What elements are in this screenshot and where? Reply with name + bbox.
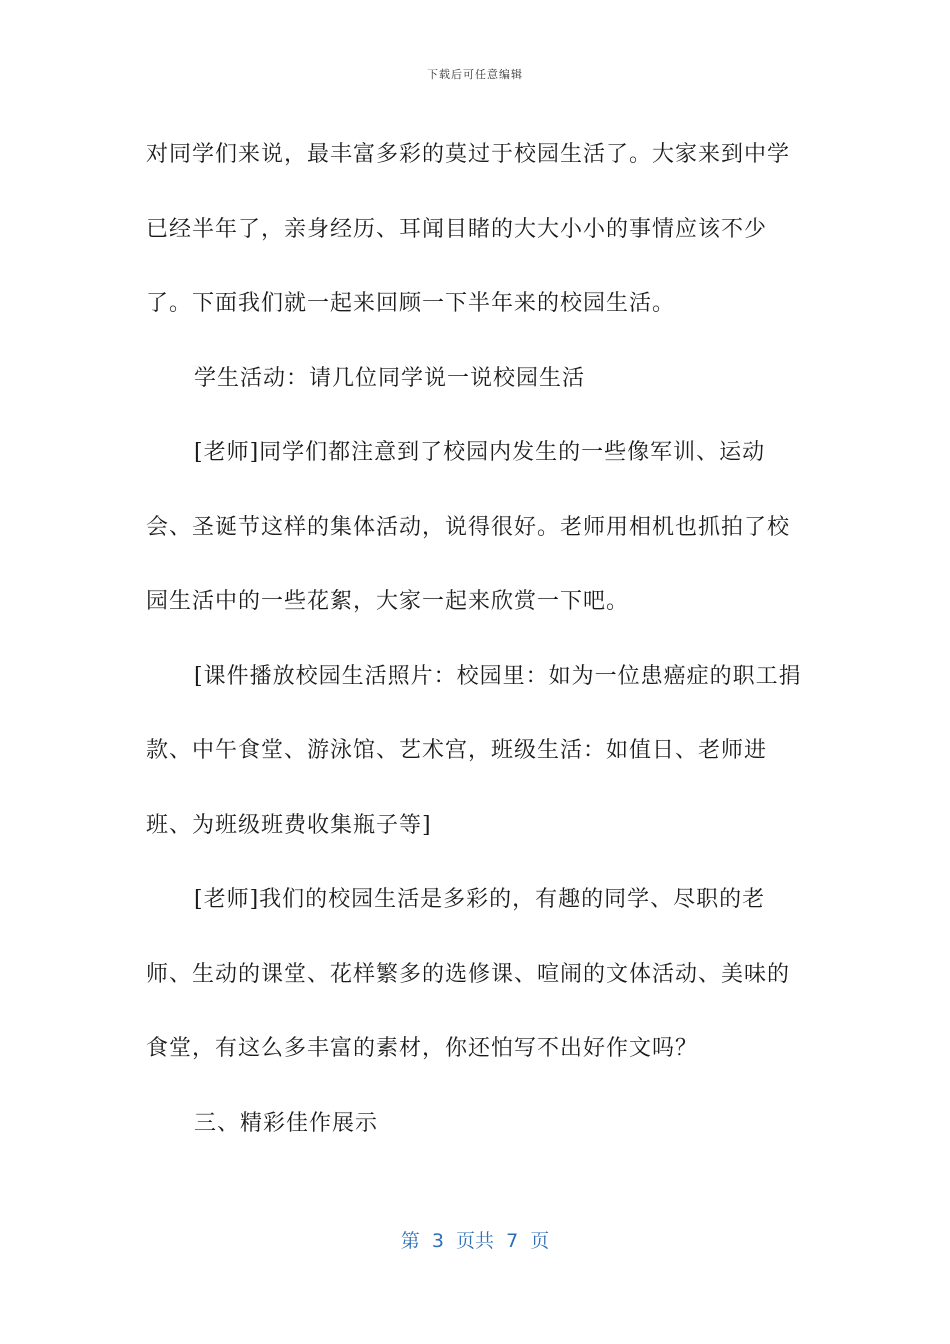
page-number: 第 3 页共 7 页: [400, 1230, 550, 1252]
paragraph-student-activity: 学生活动：请几位同学说一说校园生活: [194, 365, 586, 391]
header-note: 下载后可任意编辑: [427, 68, 523, 81]
paragraph-teacher-remark-1: [老师]同学们都注意到了校园内发生的一些像军训、运动会、圣诞节这样的集体活动，说得很好。老师用相机也抓拍了校园生活中的一些花絮，大家一起来欣赏一下吧。: [146, 440, 791, 614]
paragraph-intro: 对同学们来说，最丰富多彩的莫过于校园生活了。大家来到中学已经半年了，亲身经历、耳闻目睹的大大小小的事情应该不少了。下面我们就一起来回顾一下半年来的校园生活。: [146, 142, 791, 316]
paragraph-slideshow: [课件播放校园生活照片：校园里：如为一位患癌症的职工捐款、中午食堂、游泳馆、艺术宫，班级生活：如值日、老师进班、为班级班费收集瓶子等]: [146, 663, 802, 838]
document-body: [146, 118, 806, 1161]
section-heading: 三、精彩佳作展示: [194, 1110, 379, 1136]
paragraph-teacher-remark-2: [老师]我们的校园生活是多彩的，有趣的同学、尽职的老师、生动的课堂、花样繁多的选修课、喧闹的文体活动、美味的食堂，有这么多丰富的素材，你还怕写不出好作文吗？: [146, 887, 791, 1061]
